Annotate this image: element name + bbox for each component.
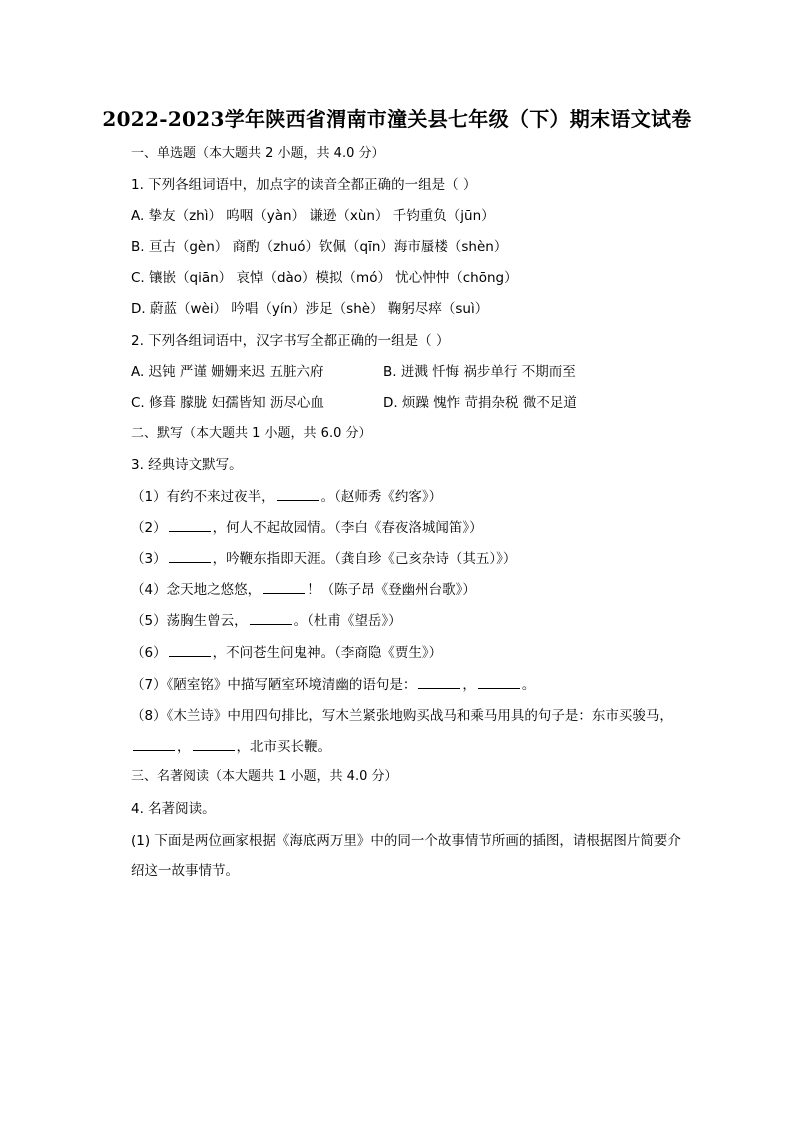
answer-blank[interactable] <box>193 738 235 751</box>
question-1-option-d: D. 蔚蓝（wèi） 吟唱（yín）涉足（shè） 鞠躬尽瘁（suì） <box>131 301 489 317</box>
recite-line-7-mid: ， <box>462 677 476 693</box>
answer-blank[interactable] <box>263 581 305 594</box>
question-4-part-1-line-2: 绍这一故事情节。 <box>131 863 239 879</box>
recite-line-3-suffix: ，吟鞭东指即天涯。（龚自珍《己亥杂诗（其五）》） <box>212 551 517 567</box>
recite-line-2-prefix: （2） <box>131 520 167 536</box>
question-1-option-a: A. 挚友（zhì） 呜咽（yàn） 谦逊（xùn） 千钧重负（jūn） <box>131 208 495 224</box>
answer-blank[interactable] <box>169 644 211 657</box>
answer-blank[interactable] <box>133 738 175 751</box>
recite-line-8-cont <box>131 738 331 756</box>
recite-line-3 <box>131 550 516 568</box>
question-1-option-c: C. 镶嵌（qiān） 哀悼（dào）模拟（mó） 忧心忡忡（chōng） <box>131 270 518 286</box>
question-2-stem: 2. 下列各组词语中，汉字书写全都正确的一组是（ ） <box>131 333 450 349</box>
page-title: 2022-2023学年陕西省渭南市潼关县七年级（下）期末语文试卷 <box>102 107 692 131</box>
recite-line-2-suffix: ，何人不起故园情。（李白《春夜洛城闻笛》） <box>212 520 483 536</box>
recite-line-7-suffix: 。 <box>521 677 536 693</box>
answer-blank[interactable] <box>277 488 319 501</box>
recite-line-4 <box>131 581 476 599</box>
recite-line-4-suffix: ！（陈子昂《登幽州台歌》） <box>307 582 476 598</box>
recite-line-2 <box>131 519 483 537</box>
answer-blank[interactable] <box>478 676 520 689</box>
recite-line-6-suffix: ，不问苍生问鬼神。（李商隐《贾生》） <box>212 645 443 661</box>
question-4-stem: 4. 名著阅读。 <box>131 801 216 817</box>
recite-line-5 <box>131 612 402 630</box>
recite-line-5-suffix: 。（杜甫《望岳》） <box>293 613 402 629</box>
question-2-option-d: D. 烦躁 愧怍 苛捐杂税 微不足道 <box>383 395 577 411</box>
recite-line-1-prefix: （1）有约不来过夜半， <box>131 489 275 505</box>
recite-line-8: （8）《木兰诗》中用四句排比，写木兰紧张地购买战马和乘马用具的句子是：东市买骏马， <box>131 708 673 724</box>
section-heading-2: 二、默写（本大题共 1 小题，共 6.0 分） <box>131 426 372 441</box>
recite-line-7 <box>131 676 535 694</box>
recite-line-1 <box>131 488 442 506</box>
answer-blank[interactable] <box>169 519 211 532</box>
question-3-stem: 3. 经典诗文默写。 <box>131 457 243 473</box>
answer-blank[interactable] <box>250 612 292 625</box>
answer-blank[interactable] <box>169 550 211 563</box>
question-2-option-a: A. 迟钝 严谨 姗姗来迟 五脏六府 <box>131 364 324 380</box>
question-4-part-1-line-1: (1) 下面是两位画家根据《海底两万里》中的同一个故事情节所画的插图，请根据图片简要介 <box>131 833 681 849</box>
recite-line-8-mid: ， <box>177 739 191 755</box>
recite-line-7-prefix: （7）《陋室铭》中描写陋室环境清幽的语句是： <box>131 677 417 693</box>
question-1-stem: 1. 下列各组词语中，加点字的读音全都正确的一组是（ ） <box>131 177 477 193</box>
recite-line-6-prefix: （6） <box>131 645 167 661</box>
question-2-option-b: B. 迸溅 忏悔 祸步单行 不期而至 <box>383 364 576 380</box>
recite-line-1-suffix: 。（赵师秀《约客》） <box>320 489 443 505</box>
recite-line-3-prefix: （3） <box>131 551 167 567</box>
recite-line-8-suffix: ，北市买长鞭。 <box>236 739 331 755</box>
recite-line-4-prefix: （4）念天地之悠悠， <box>131 582 262 598</box>
answer-blank[interactable] <box>418 676 460 689</box>
section-heading-1: 一、单选题（本大题共 2 小题，共 4.0 分） <box>131 146 385 161</box>
question-2-option-c: C. 修葺 朦胧 妇孺皆知 沥尽心血 <box>131 395 324 411</box>
section-heading-3: 三、名著阅读（本大题共 1 小题，共 4.0 分） <box>131 769 398 784</box>
question-1-option-b: B. 亘古（gèn） 商酌（zhuó）钦佩（qīn）海市蜃楼（shèn） <box>131 239 508 255</box>
recite-line-5-prefix: （5）荡胸生曾云， <box>131 613 248 629</box>
recite-line-6 <box>131 644 442 662</box>
